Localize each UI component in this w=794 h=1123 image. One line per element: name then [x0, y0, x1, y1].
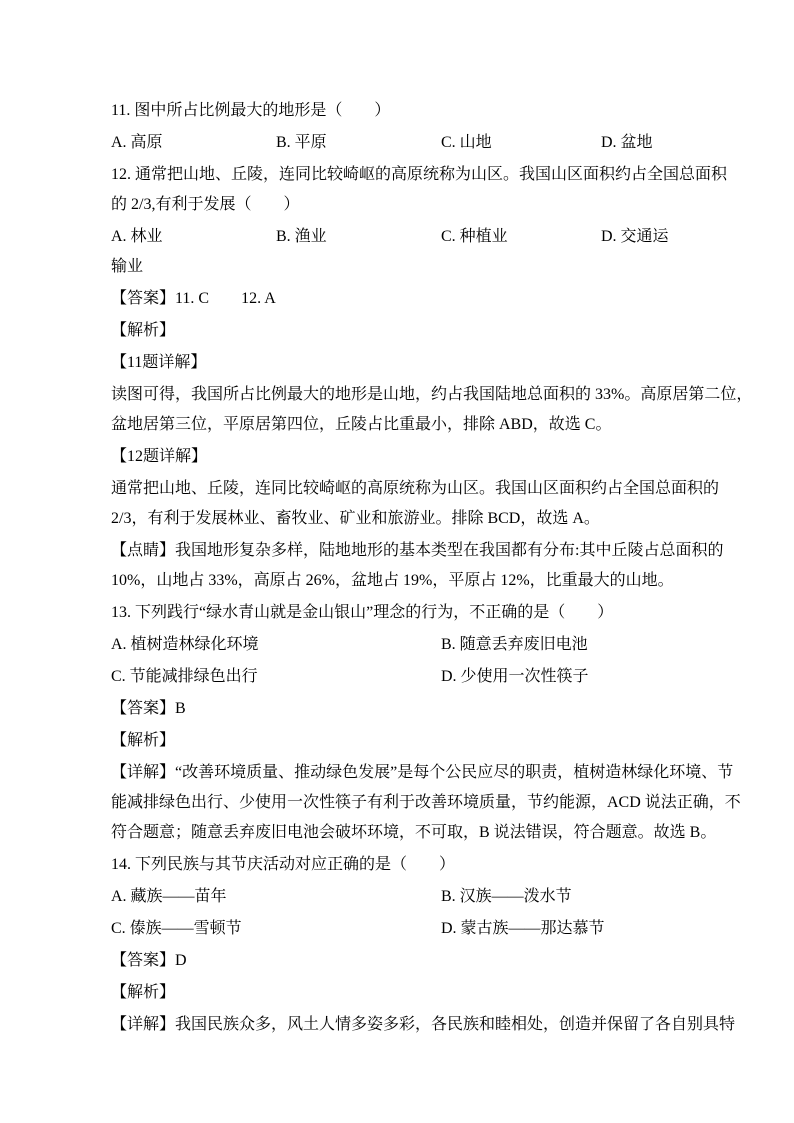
option-12-c: C. 种植业 [441, 228, 508, 245]
option-11-d: D. 盆地 [601, 134, 653, 151]
option-11-c: C. 山地 [441, 134, 492, 151]
question-11-option-row [111, 128, 681, 158]
question-13-stem: 13. 下列践行“绿水青山就是金山银山”理念的行为，不正确的是（ ） [111, 604, 614, 621]
detail-12-body [111, 474, 720, 534]
jiexi-13 [111, 726, 681, 756]
option-13-b: B. 随意丢弃废旧电池 [441, 636, 588, 653]
option-11-b: B. 平原 [276, 134, 327, 151]
question-11-stem: 11. 图中所占比例最大的地形是（ ） [111, 102, 391, 119]
detail-14-body [111, 1010, 736, 1040]
detail-11-head-text: 【11题详解】 [111, 354, 207, 371]
answer-11-12 [111, 284, 681, 314]
detail-12-head-text: 【12题详解】 [111, 448, 208, 465]
option-11-a: A. 高原 [111, 134, 163, 151]
option-12-d: D. 交通运 [601, 228, 669, 245]
option-12-d-wrap: 输业 [111, 258, 144, 275]
detail-12-head [111, 442, 681, 472]
question-12 [111, 160, 728, 220]
question-14-option-row-ab [111, 882, 681, 912]
question-13 [111, 598, 681, 628]
jiexi-14 [111, 978, 681, 1008]
detail-12-line1: 通常把山地、丘陵，连同比较崎岖的高原统称为山区。我国山区面积约占全国总面积的 [111, 480, 720, 497]
answer-11-12-text: 【答案】11. C 12. A [111, 290, 276, 307]
detail-11-head [111, 348, 681, 378]
question-14-stem: 14. 下列民族与其节庆活动对应正确的是（ ） [111, 856, 456, 873]
detail-12-line2: 2/3，有利于发展林业、畜牧业、矿业和旅游业。排除 BCD，故选 A。 [111, 510, 600, 527]
option-12-b: B. 渔业 [276, 228, 327, 245]
question-12-stem-line1: 12. 通常把山地、丘陵，连同比较崎岖的高原统称为山区。我国山区面积约占全国总面积 [111, 166, 728, 183]
answer-14 [111, 946, 681, 976]
question-11-options [111, 128, 681, 158]
question-12-option-row [111, 222, 681, 252]
option-14-b: B. 汉族——泼水节 [441, 888, 572, 905]
detail-14-line1: 【详解】我国民族众多，风土人情多姿多彩，各民族和睦相处，创造并保留了各自别具特 [111, 1016, 736, 1033]
question-12-stem-line2: 的 2/3,有利于发展（ ） [111, 196, 300, 213]
detail-13-body [111, 758, 741, 848]
dianjing-line1: 【点睛】我国地形复杂多样，陆地地形的基本类型在我国都有分布:其中丘陵占总面积的 [111, 542, 724, 559]
jiexi-14-text: 【解析】 [111, 984, 176, 1001]
question-13-option-row-cd [111, 662, 681, 692]
detail-13-line2: 能减排绿色出行、少使用一次性筷子有利于改善环境质量，节约能源，ACD 说法正确，不 [111, 794, 741, 811]
detail-11-body [111, 380, 753, 440]
question-14-options-row2 [111, 914, 681, 944]
answer-14-text: 【答案】D [111, 952, 187, 969]
answer-13 [111, 694, 681, 724]
detail-11-line2: 盆地居第三位，平原居第四位，丘陵占比重最小，排除 ABD，故选 C。 [111, 416, 612, 433]
question-13-option-row-ab [111, 630, 681, 660]
option-14-d: D. 蒙古族——那达慕节 [441, 920, 605, 937]
option-12-a: A. 林业 [111, 228, 163, 245]
question-11 [111, 96, 681, 126]
question-13-options-row1 [111, 630, 681, 660]
option-14-a: A. 藏族——苗年 [111, 888, 227, 905]
option-13-d: D. 少使用一次性筷子 [441, 668, 589, 685]
jiexi-13-text: 【解析】 [111, 732, 176, 749]
question-14 [111, 850, 681, 880]
option-13-a: A. 植树造林绿化环境 [111, 636, 259, 653]
answer-13-text: 【答案】B [111, 700, 186, 717]
detail-11-line1: 读图可得，我国所占比例最大的地形是山地，约占我国陆地总面积的 33%。高原居第二位， [111, 386, 753, 403]
exam-content [111, 96, 753, 1042]
detail-13-line1: 【详解】“改善环境质量、推动绿色发展”是每个公民应尽的职责，植树造林绿化环境、节 [111, 764, 734, 781]
question-12-options [111, 222, 681, 282]
jiexi-11-12-text: 【解析】 [111, 322, 176, 339]
question-14-options-row1 [111, 882, 681, 912]
dianjing-note [111, 536, 724, 596]
dianjing-line2: 10%，山地占 33%，高原占 26%，盆地占 19%，平原占 12%，比重最大的山地。 [111, 572, 674, 589]
question-14-option-row-cd [111, 914, 681, 944]
jiexi-11-12 [111, 316, 681, 346]
option-14-c: C. 傣族——雪顿节 [111, 920, 242, 937]
option-13-c: C. 节能减排绿色出行 [111, 668, 258, 685]
detail-13-line3: 符合题意；随意丢弃废旧电池会破坏环境，不可取，B 说法错误，符合题意。故选 B。 [111, 824, 717, 841]
question-13-options-row2 [111, 662, 681, 692]
